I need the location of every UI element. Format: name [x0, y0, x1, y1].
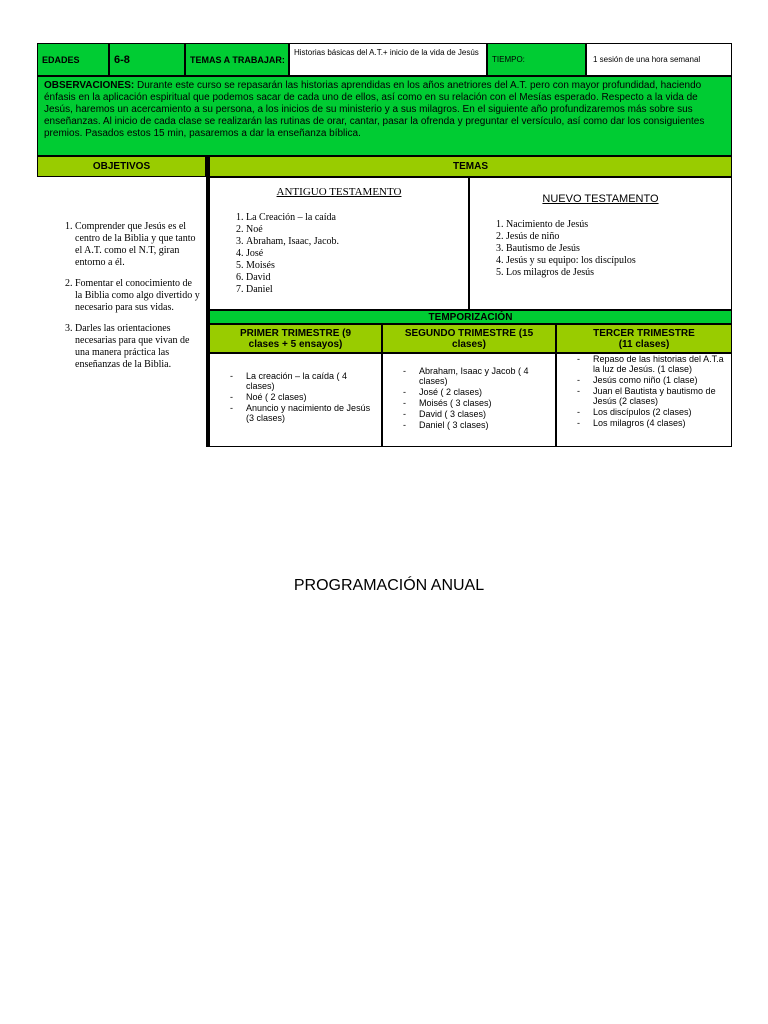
- observaciones-text: Durante este curso se repasarán las historias aprendidas en los años anetriores del A.T. pero con mayor profundidad, haciendo énfasis en la aplicación espiritual que podemos sacar de cada uno de ellos, así como en su relación con el Mesías esperado. Respecto a la vida de Jesús, haremos un acercamiento a su persona, a los inicios de su ministerio y a sus milagros. En el siguiente año profundizaremos más sobre sus enseñanzas. Al inicio de cada clase se realizarán las rutinas de orar, cantar, pasar la ofrenda y preguntar el versículo, así como dar los consiguientes premios. Pasados estos 15 min, pasaremos a dar la enseñanza bíblica.: [44, 80, 705, 139]
- t2-body: [382, 353, 556, 447]
- t3-list: [577, 354, 725, 429]
- t3-item: - Los discípulos (2 clases): [577, 407, 725, 417]
- t1-item: - Anuncio y nacimiento de Jesús (3 clases): [230, 403, 373, 423]
- t3-item: - Repaso de las historias del A.T.a la luz de Jesús. (1 clase): [577, 354, 725, 374]
- observaciones: [37, 76, 732, 156]
- t1-item: - La creación – la caída ( 4 clases): [230, 371, 373, 391]
- t2-item: - José ( 2 clases): [403, 387, 547, 397]
- t1-body: [209, 353, 382, 447]
- t2-title: SEGUNDO TRIMESTRE (15 clases): [382, 324, 556, 353]
- tiempo-label: TIEMPO:: [487, 43, 586, 76]
- t3-item: - Jesús como niño (1 clase): [577, 375, 725, 385]
- tiempo-value: 1 sesión de una hora semanal: [586, 43, 732, 76]
- temas-title: TEMAS: [209, 156, 732, 177]
- t1-item: - Noé ( 2 clases): [230, 392, 373, 402]
- t2-list: [403, 366, 547, 431]
- nt-item: 5. Los milagros de Jesús: [506, 267, 636, 279]
- t2-item: - David ( 3 clases): [403, 409, 547, 419]
- edades-value: 6-8: [109, 43, 185, 76]
- nt-list: [506, 219, 636, 279]
- nt-item: 1. Nacimiento de Jesús: [506, 219, 636, 231]
- objetivos-body: [37, 177, 206, 447]
- at-item: 4. José: [246, 248, 339, 260]
- temas-value: Historias básicas del A.T.+ inicio de la vida de Jesús: [289, 43, 487, 76]
- antiguo-testamento: [209, 177, 469, 310]
- observaciones-label: OBSERVACIONES:: [44, 80, 135, 91]
- t1-list: [230, 371, 373, 424]
- temas-label: TEMAS A TRABAJAR:: [185, 43, 289, 76]
- objetivos-list: [41, 221, 200, 371]
- at-item: 1. La Creación – la caída: [246, 212, 339, 224]
- temporizacion-title: TEMPORIZACIÓN: [209, 310, 732, 324]
- nt-title: NUEVO TESTAMENTO: [542, 193, 659, 205]
- at-item: 7. Daniel: [246, 284, 339, 296]
- objetivos-title: OBJETIVOS: [37, 156, 206, 177]
- at-item: 6. David: [246, 272, 339, 284]
- nt-item: 2. Jesús de niño: [506, 231, 636, 243]
- t2-item: - Moisés ( 3 clases): [403, 398, 547, 408]
- at-item: 2. Noé: [246, 224, 339, 236]
- at-title: ANTIGUO TESTAMENTO: [276, 186, 402, 198]
- t3-item: - Los milagros (4 clases): [577, 418, 725, 428]
- t2-item: - Daniel ( 3 clases): [403, 420, 547, 430]
- t3-item: - Juan el Bautista y bautismo de Jesús (2 clases): [577, 386, 725, 406]
- at-item: 3. Abraham, Isaac, Jacob.: [246, 236, 339, 248]
- t2-item: - Abraham, Isaac y Jacob ( 4 clases): [403, 366, 547, 386]
- nt-item: 4. Jesús y su equipo: los discípulos: [506, 255, 636, 267]
- page-title: PROGRAMACIÓN ANUAL: [293, 577, 485, 594]
- objetivo-item: 2. Fomentar el conocimiento de la Biblia como algo divertido y necesario para sus vidas.: [75, 278, 200, 314]
- nt-item: 3. Bautismo de Jesús: [506, 243, 636, 255]
- at-item: 5. Moisés: [246, 260, 339, 272]
- objetivo-item: 1. Comprender que Jesús es el centro de la Biblia y que tanto el A.T. como el N.T, giran entorno a él.: [75, 221, 200, 269]
- t1-title: PRIMER TRIMESTRE (9 clases + 5 ensayos): [209, 324, 382, 353]
- at-list: [246, 212, 339, 296]
- t3-body: [556, 353, 732, 447]
- edades-label: EDADES: [37, 43, 109, 76]
- objetivo-item: 3. Darles las orientaciones necesarias para que vivan de una manera práctica las enseñanzas de la Biblia.: [75, 323, 200, 371]
- nuevo-testamento: [469, 177, 732, 310]
- t3-title: TERCER TRIMESTRE (11 clases): [556, 324, 732, 353]
